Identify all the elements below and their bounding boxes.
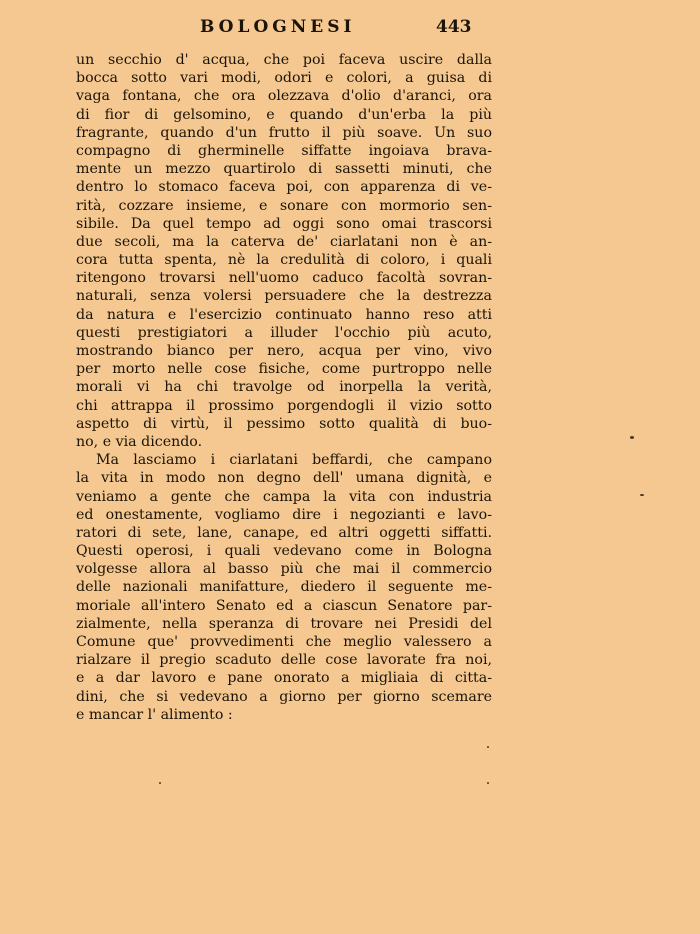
text-line: veniamo a gente che campa la vita con industria	[76, 488, 492, 505]
text-line: da natura e l'esercizio continuato hanno reso atti	[76, 306, 492, 323]
scan-speck	[159, 782, 161, 784]
text-line: dentro lo stomaco faceva poi, con apparenza di ve-	[76, 179, 492, 196]
text-line: cora tutta spenta, nè la credulità di coloro, i quali	[76, 252, 492, 269]
scan-speck	[487, 746, 489, 748]
text-line: zialmente, nella speranza di trovare nei Presidi del	[76, 615, 492, 632]
text-line: ritengono trovarsi nell'uomo caduco facoltà sovran-	[76, 270, 492, 287]
text-line: compagno di gherminelle siffatte ingoiava brava-	[76, 142, 492, 159]
body-text	[76, 51, 492, 724]
scan-speck	[640, 494, 644, 496]
text-line: moriale all'intero Senato ed a ciascun Senatore par-	[76, 597, 492, 614]
page-header	[0, 15, 700, 41]
text-line: questi prestigiatori a illuder l'occhio più acuto,	[76, 324, 492, 341]
running-head: BOLOGNESI	[200, 17, 356, 37]
text-line: Ma lasciamo i ciarlatani beffardi, che campano	[96, 452, 492, 469]
text-line: per morto nelle cose fisiche, come purtroppo nelle	[76, 361, 492, 378]
text-line: e mancar l' alimento :	[76, 706, 233, 723]
text-line: no, e via dicendo.	[76, 433, 203, 450]
page-number: 443	[436, 17, 472, 37]
text-line: la vita in modo non degno dell' umana dignità, e	[76, 470, 492, 487]
text-line: dini, che si vedevano a giorno per giorno scemare	[76, 688, 492, 705]
text-line: Comune que' provvedimenti che meglio valessero a	[76, 634, 492, 650]
text-line: di fior di gelsomino, e quando d'un'erba la più	[76, 106, 492, 123]
text-line: bocca sotto vari modi, odori e colori, a guisa di	[76, 70, 492, 87]
text-line: morali vi ha chi travolge od inorpella la verità,	[76, 379, 492, 396]
text-line: mente un mezzo quartirolo di sassetti minuti, che	[76, 161, 492, 178]
text-line: due secoli, ma la caterva de' ciarlatani non è an-	[76, 233, 492, 250]
text-line: rialzare il pregio scaduto delle cose lavorate fra noi,	[76, 652, 492, 669]
text-line: mostrando bianco per nero, acqua per vino, vivo	[76, 343, 492, 359]
text-line: ed onestamente, vogliamo dire i negozianti e lavo-	[76, 506, 492, 523]
text-line: naturali, senza volersi persuadere che la destrezza	[76, 288, 492, 305]
text-line: vaga fontana, che ora olezzava d'olio d'aranci, ora	[76, 88, 492, 105]
scan-speck	[630, 436, 634, 439]
text-line: volgesse allora al basso più che mai il commercio	[76, 561, 492, 578]
text-line: fragrante, quando d'un frutto il più soave. Un suo	[76, 124, 492, 141]
text-line: chi attrappa il prossimo porgendogli il vizio sotto	[76, 397, 492, 414]
text-line: un secchio d' acqua, che poi faceva uscire dalla	[76, 52, 492, 68]
scan-speck	[487, 782, 489, 784]
text-line: e a dar lavoro e pane onorato a migliaia di citta-	[76, 670, 492, 687]
text-line: delle nazionali manifatture, diedero il seguente me-	[76, 579, 492, 596]
text-line: ratori di sete, lane, canape, ed altri oggetti siffatti.	[76, 524, 492, 541]
text-line: sibile. Da quel tempo ad oggi sono omai trascorsi	[76, 215, 492, 232]
text-line: aspetto di virtù, il pessimo sotto qualità di buo-	[76, 415, 492, 432]
text-line: Questi operosi, i quali vedevano come in Bologna	[76, 543, 492, 560]
text-line: rità, cozzare insieme, e sonare con mormorio sen-	[76, 197, 492, 214]
